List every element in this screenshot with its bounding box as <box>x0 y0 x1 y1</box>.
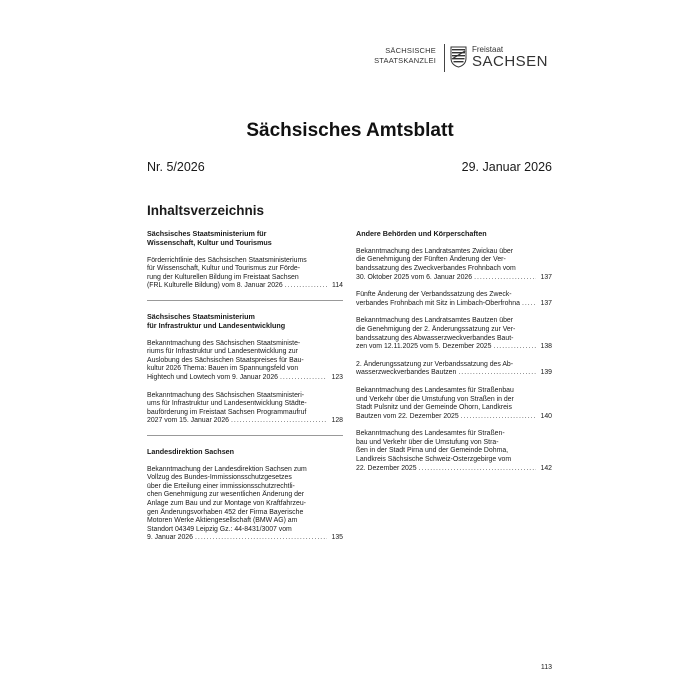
section-title <box>147 313 343 331</box>
toc-entry-last-line <box>356 300 552 309</box>
section-title-line: für Infrastruktur und Landesentwicklung <box>147 320 286 330</box>
dot-leader <box>419 465 536 474</box>
freistaat-label: Freistaat <box>472 45 504 54</box>
toc-entry[interactable] <box>356 317 552 351</box>
toc-heading: Inhaltsverzeichnis <box>147 203 265 218</box>
toc-right-column <box>356 230 552 482</box>
toc-page-number: 123 <box>331 373 343 381</box>
dot-leader <box>493 343 536 352</box>
dot-leader <box>285 282 327 291</box>
toc-entry-line: Bautzen vom 22. Dezember 2025 <box>356 412 459 420</box>
toc-page-number: 137 <box>540 273 552 281</box>
toc-entry-line: gen Änderungsvorhaben 452 der Firma Bayerische <box>147 508 304 516</box>
toc-entry-line: riums für Infrastruktur und Landesentwicklung zur <box>147 348 298 356</box>
toc-entry-line: Bekanntmachung des Landratsamtes Zwickau über <box>356 247 514 255</box>
toc-entry-line: ums für Infrastruktur und Landesentwicklung Städte- <box>147 400 307 408</box>
dot-leader <box>474 274 536 283</box>
toc-entry-line: 2. Änderungssatzung zur Verbandssatzung des Ab- <box>356 360 514 368</box>
toc-entry-last-line <box>147 534 343 543</box>
issue-date: 29. Januar 2026 <box>461 160 552 174</box>
dot-leader <box>461 413 536 422</box>
toc-entry-line: bauförderung im Freistaat Sachsen Programmaufruf <box>147 408 307 416</box>
issue-number: Nr. 5/2026 <box>147 160 205 174</box>
toc-entry-line: Bekanntmachung des Landesamtes für Straßenbau <box>356 386 514 394</box>
section-title-line: Landesdirektion Sachsen <box>147 446 235 456</box>
toc-entry-line: chen Genehmigung zur wesentlichen Änderung der <box>147 491 305 499</box>
toc-entry-line: ßen in der Stadt Pirna und der Gemeinde Dohma, <box>356 447 509 455</box>
toc-entry-line: Stadt Pulsnitz und der Gemeinde Ohorn, Landkreis <box>356 404 512 412</box>
staatskanzlei-wordmark: SÄCHSISCHE STAATSKANZLEI <box>374 46 436 65</box>
section-divider <box>147 435 343 436</box>
page-number: 113 <box>540 664 552 671</box>
toc-entry[interactable] <box>356 291 552 308</box>
toc-entry-line: wasserzweckverbandes Bautzen <box>356 369 457 377</box>
toc-entry-line: Standort 04349 Leipzig Gz.: 44-8431/3007 vom <box>147 525 292 533</box>
toc-entry-line: bandssatzung des Zweckverbandes Frohnbach vom <box>356 264 516 272</box>
sachsen-wordmark: SACHSEN <box>472 53 549 70</box>
toc-left-column <box>147 230 343 552</box>
section-divider <box>147 300 343 301</box>
toc-page-number: 128 <box>331 417 343 425</box>
toc-entry-line: Vollzug des Bundes-Immissionsschutzgesetzes <box>147 474 292 482</box>
toc-entry-line: bau und Verkehr über die Umstufung von Stra- <box>356 438 499 446</box>
toc-entry-line: Hightech und Lowtech vom 9. Januar 2026 <box>147 373 279 381</box>
toc-entry-line: Landkreis Sächsische Schweiz-Osterzgebirge vom <box>356 456 512 464</box>
dot-leader <box>280 374 327 383</box>
toc-entry[interactable] <box>147 392 343 426</box>
toc-entry-last-line <box>147 282 343 291</box>
toc-entry-line: Förderrichtlinie des Sächsischen Staatsministeriums <box>147 256 307 264</box>
saxony-logo <box>374 44 554 74</box>
section-title-line: Wissenschaft, Kultur und Tourismus <box>147 237 272 247</box>
dot-leader <box>458 369 536 378</box>
toc-entry[interactable] <box>356 361 552 378</box>
toc-entry-last-line <box>356 413 552 422</box>
toc-entry-line: über die Erteilung einer immissionsschutzrechtli- <box>147 482 295 490</box>
section-title-line: Sächsisches Staatsministerium für <box>147 229 267 238</box>
toc-entry-line: Bekanntmachung der Landesdirektion Sachsen zum <box>147 465 307 473</box>
toc-entry[interactable] <box>356 430 552 473</box>
toc-page-number: 137 <box>540 299 552 307</box>
toc-entry-last-line <box>356 343 552 352</box>
toc-page-number: 135 <box>331 534 343 542</box>
coat-of-arms-icon <box>450 46 467 68</box>
toc-entry-line: 2027 vom 15. Januar 2026 <box>147 417 229 425</box>
toc-entry[interactable] <box>147 466 343 543</box>
toc-entry[interactable] <box>356 387 552 421</box>
toc-entry-line: 22. Dezember 2025 <box>356 464 417 472</box>
toc-entry-line: Fünfte Änderung der Verbandssatzung des Zweck- <box>356 291 512 299</box>
toc-entry-line: (FRL Kulturelle Bildung) vom 8. Januar 2026 <box>147 282 283 290</box>
toc-entry-line: Anlage zum Bau und zur Montage von Kraftfahrzeu- <box>147 500 306 508</box>
toc-page-number: 142 <box>540 464 552 472</box>
toc-entry-line: zen vom 12.11.2025 vom 5. Dezember 2025 <box>356 343 492 351</box>
dot-leader <box>195 534 327 543</box>
toc-entry-last-line <box>356 465 552 474</box>
toc-page-number: 114 <box>332 282 343 290</box>
toc-entry-last-line <box>356 274 552 283</box>
toc-entry-line: bandssatzung des Abwasserzweckverbandes Baut- <box>356 334 514 342</box>
toc-entry-line: Motoren Werke Aktiengesellschaft (BMW AG) am <box>147 517 298 525</box>
toc-entry-line: Bekanntmachung des Landratsamtes Bautzen über <box>356 317 514 325</box>
toc-page-number: 140 <box>540 412 552 420</box>
toc-entry[interactable] <box>147 257 343 291</box>
section-title-line: Andere Behörden und Körperschaften <box>356 229 487 238</box>
toc-entry-line: für Wissenschaft, Kultur und Tourismus zur Förde- <box>147 265 301 273</box>
section-title <box>356 230 552 239</box>
toc-entry-line: 9. Januar 2026 <box>147 534 193 542</box>
toc-entry-line: verbandes Frohnbach mit Sitz in Limbach-Oberfrohna <box>356 299 520 307</box>
section-title-line: Sächsisches Staatsministerium <box>147 311 255 321</box>
dot-leader <box>231 417 327 426</box>
toc-entry-last-line <box>356 369 552 378</box>
toc-entry-line: Bekanntmachung des Landesamtes für Straßen- <box>356 430 505 438</box>
toc-entry-line: 30. Oktober 2025 vom 6. Januar 2026 <box>356 273 473 281</box>
toc-entry-line: und Verkehr über die Umstufung von Straßen in der <box>356 395 514 403</box>
document-title: Sächsisches Amtsblatt <box>246 120 454 141</box>
toc-entry-last-line <box>147 417 343 426</box>
dot-leader <box>522 300 536 309</box>
toc-entry-line: die Genehmigung der 2. Änderungssatzung zur Ver- <box>356 325 516 333</box>
toc-entry-line: Bekanntmachung des Sächsischen Staatsministe- <box>147 339 301 347</box>
toc-page-number: 138 <box>540 343 552 351</box>
toc-entry[interactable] <box>147 340 343 383</box>
toc-entry-line: Bekanntmachung des Sächsischen Staatsministeri- <box>147 391 305 399</box>
toc-entry-line: rung der Kulturellen Bildung im Freistaat Sachsen <box>147 273 299 281</box>
toc-entry-line: die Genehmigung der Fünften Änderung der Ver- <box>356 256 506 264</box>
section-title <box>147 448 343 457</box>
toc-entry-last-line <box>147 374 343 383</box>
logo-divider <box>444 44 445 72</box>
toc-entry-line: Auslobung des Sächsischen Staatspreises für Bau- <box>147 356 304 364</box>
toc-entry-line: kultur 2026 Thema: Bauen im Spannungsfeld von <box>147 365 299 373</box>
toc-entry[interactable] <box>356 248 552 282</box>
section-title <box>147 230 343 248</box>
toc-page-number: 139 <box>540 369 552 377</box>
